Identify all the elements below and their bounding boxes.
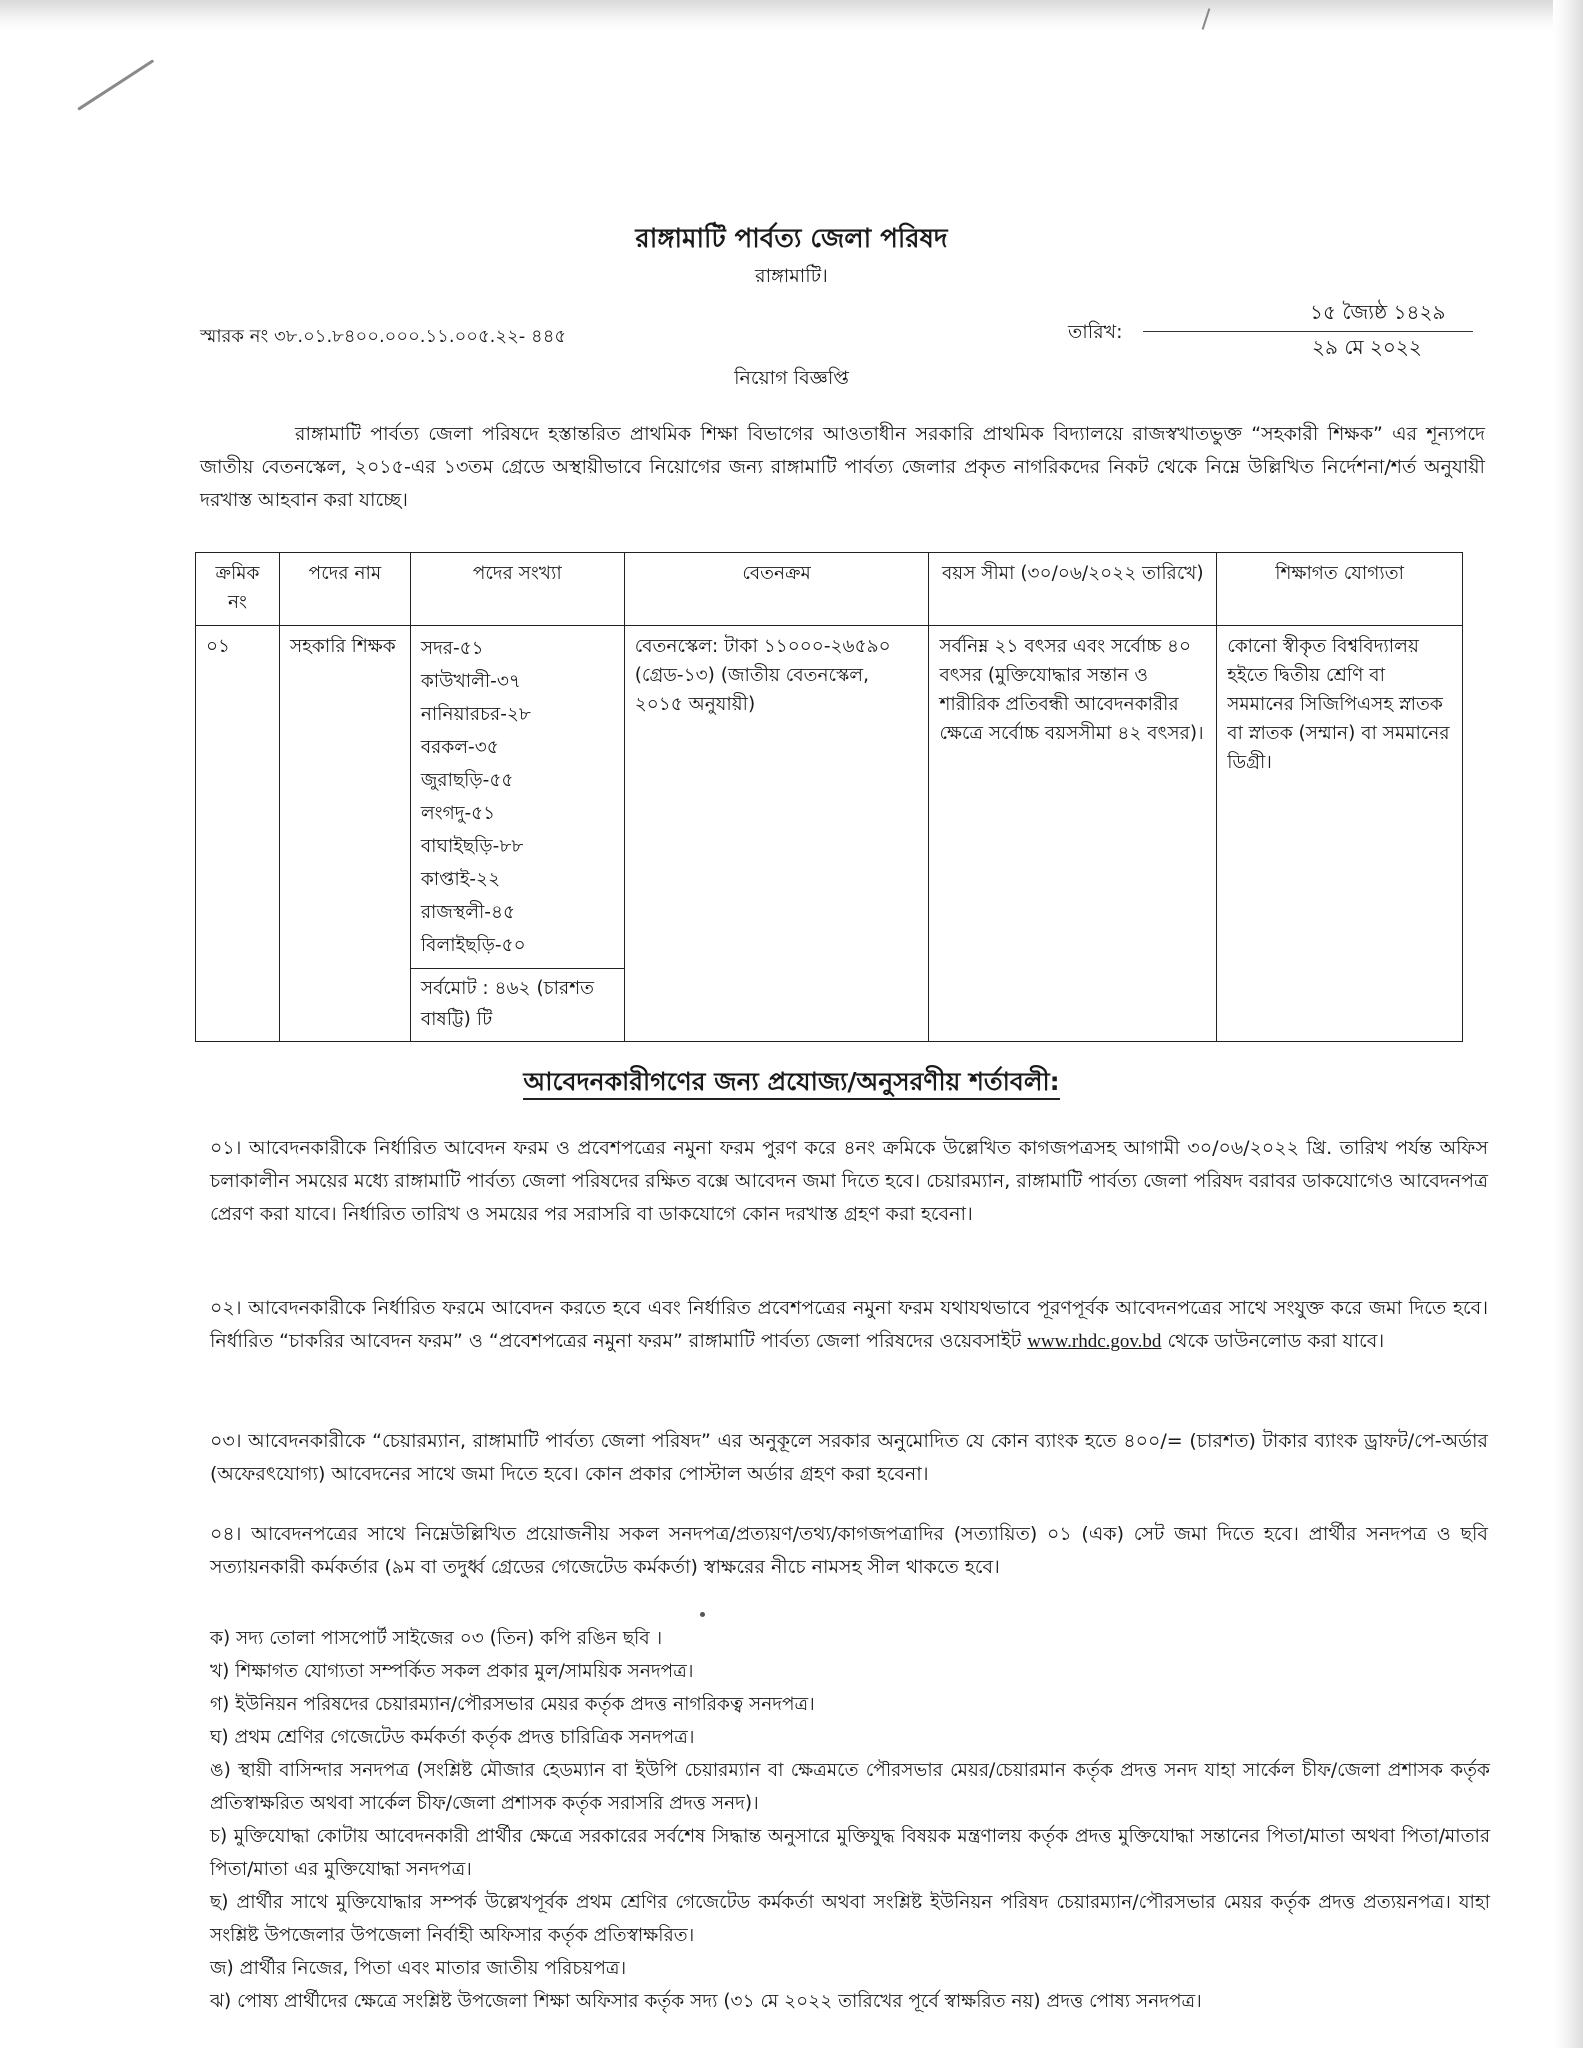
header-qualification: শিক্ষাগত যোগ্যতা xyxy=(1217,553,1463,626)
condition-02-tail: থেকে ডাউনলোড করা যাবে। xyxy=(1167,1330,1385,1352)
office-title: রাঙ্গামাটি পার্বত্য জেলা পরিষদ xyxy=(635,224,948,254)
date-gregorian: ২৯ মে ২০২২ xyxy=(1312,335,1422,359)
header-pay-scale: বেতনক্রম xyxy=(624,553,929,626)
list-item: গ) ইউনিয়ন পরিষদের চেয়ারম্যান/পৌরসভার মেয়র কর্তৃক প্রদত্ত নাগরিকত্ব সনদপত্র। xyxy=(210,1694,815,1715)
memo-number: স্মারক নং ৩৮.০১.৮৪০০.০০০.১১.০০৫.২২- ৪৪৫ xyxy=(200,326,567,347)
list-item: বাঘাইছড়ি-৮৮ xyxy=(420,836,524,857)
list-item: কাপ্তাই-২২ xyxy=(420,869,501,890)
date-bangla: ১৫ জ্যৈষ্ঠ ১৪২৯ xyxy=(1310,300,1446,324)
condition-03: ০৩। আবেদনকারীকে “চেয়ারম্যান, রাঙ্গামাটি পার্বত্য জেলা পরিষদ” এর অনুকূলে সরকার অনুমোদিত যে কোন ব্যাংক হতে ৪০০/= (চারশত) টাকার ব্যাংক ড্রাফট/পে-অর্ডার (অফেরৎযোগ্য) আবেদনের সাথে জমা দিতে হবে। কোন প্রকার পোস্টাল অর্ডার গ্রহণ করা হবেনা। xyxy=(210,1430,1488,1485)
cell-post-count xyxy=(410,626,624,1042)
website-link[interactable]: www.rhdc.gov.bd xyxy=(1027,1331,1162,1352)
cell-qualification: কোনো স্বীকৃত বিশ্ববিদ্যালয় হইতে দ্বিতীয় শ্রেণি বা সমমানের সিজিপিএসহ স্নাতক বা স্নাতক (সম্মান) বা সমমানের ডিগ্রী। xyxy=(1217,626,1463,1042)
list-item: ঝ) পোষ্য প্রার্থীদের ক্ষেত্রে সংশ্লিষ্ট উপজেলা শিক্ষা অফিসার কর্তৃক সদ্য (৩১ মে ২০২২ তারিখের পূর্বে স্বাক্ষরিত নয়) প্রদত্ত পোষ্য সনদপত্র। xyxy=(210,1991,1202,2012)
cell-post-name: সহকারি শিক্ষক xyxy=(279,626,410,1042)
intro-paragraph: রাঙ্গামাটি পার্বত্য জেলা পরিষদে হস্তান্তরিত প্রাথমিক শিক্ষা বিভাগের আওতাধীন সরকারি প্রাথমিক বিদ্যালয়ে রাজস্বখাতভুক্ত “সহকারী শিক্ষক” এর শূন্যপদে জাতীয় বেতনস্কেল, ২০১৫-এর ১৩তম গ্রেডে অস্থায়ীভাবে নিয়োগের জন্য রাঙ্গামাটি পার্বত্য জেলার প্রকৃত নাগরিকদের নিকট থেকে নিম্নে উল্লিখিত নির্দেশনা/শর্ত অনুযায়ী দরখাস্ত আহবান করা যাচ্ছে। xyxy=(200,423,1485,511)
list-item: ঘ) প্রথম শ্রেণির গেজেটেড কর্মকর্তা কর্তৃক প্রদত্ত চারিত্রিক সনদপত্র। xyxy=(210,1727,695,1748)
table-header-row xyxy=(196,553,1463,626)
list-item: ঙ) স্থায়ী বাসিন্দার সনদপত্র (সংশ্লিষ্ট মৌজার হেডম্যান বা ইউপি চেয়ারম্যান বা ক্ষেত্রমতে পৌরসভার মেয়র/চেয়ারমান কর্তৃক প্রদত্ত সনদ যাহা সার্কেল চীফ/জেলা প্রশাসক কর্তৃক প্রতিস্বাক্ষরিত অথবা সার্কেল চীফ/জেলা প্রশাসক কর্তৃক সরাসরি প্রদত্ত সনদ)। xyxy=(210,1760,1490,1814)
list-item: জ) প্রার্থীর নিজের, পিতা এবং মাতার জাতীয় পরিচয়পত্র। xyxy=(210,1958,627,1979)
post-count-total: সর্বমোট : ৪৬২ (চারশত বাষট্টি) টি xyxy=(411,968,624,1035)
list-item: লংগদু-৫১ xyxy=(420,803,496,824)
header-age-limit: বয়স সীমা (৩০/০৬/২০২২ তারিখে) xyxy=(929,553,1217,626)
condition-02-text: ০২। আবেদনকারীকে নির্ধারিত ফরমে আবেদন করতে হবে এবং নির্ধারিত প্রবেশপত্রের নমুনা ফরম যথাযথভাবে পূরণপূর্বক আবেদনপত্রের সাথে সংযুক্ত করে জমা দিতে হবে। নির্ধারিত “চাকরির আবেদন ফরম” ও “প্রবেশপত্রের নমুনা ফরম” রাঙ্গামাটি পার্বত্য জেলা পরিষদের ওয়েবসাইট xyxy=(210,1297,1488,1352)
header-serial: ক্রমিক নং xyxy=(196,553,280,626)
date-divider xyxy=(1143,331,1473,332)
condition-04: ০৪। আবেদনপত্রের সাথে নিম্নেউল্লিখিত প্রয়োজনীয় সকল সনদপত্র/প্রত্যয়ণ/তথ্য/কাগজপত্রাদির (সত্যায়িত) ০১ (এক) সেট জমা দিতে হবে। প্রার্থীর সনদপত্র ও ছবি সত্যায়নকারী কর্মকর্তার (৯ম বা তদুর্ধ্ব গ্রেডের গেজেটেড কর্মকর্তা) স্বাক্ষরের নীচে নামসহ সীল থাকতে হবে। xyxy=(210,1523,1488,1578)
list-item: বরকল-৩৫ xyxy=(420,737,499,758)
list-item: নানিয়ারচর-২৮ xyxy=(420,704,531,725)
conditions-title xyxy=(0,1062,1583,1105)
cell-age-limit: সর্বনিম্ন ২১ বৎসর এবং সর্বোচ্চ ৪০ বৎসর (মুক্তিযোদ্ধার সন্তান ও শারীরিক প্রতিবন্ধী আবেদনকারীর ক্ষেত্রে সর্বোচ্চ বয়সসীমা ৪২ বৎসর)। xyxy=(929,626,1217,1042)
notice-title: নিয়োগ বিজ্ঞপ্তি xyxy=(734,367,849,389)
header-post-name: পদের নাম xyxy=(279,553,410,626)
conditions-title-text: আবেদনকারীগণের জন্য প্রযোজ্য/অনুসরণীয় শর্তাবলী: xyxy=(523,1067,1059,1100)
list-item: জুরাছড়ি-৫৫ xyxy=(420,770,514,791)
list-item: বিলাইছড়ি-৫০ xyxy=(420,935,526,956)
list-item: খ) শিক্ষাগত যোগ্যতা সম্পর্কিত সকল প্রকার মুল/সাময়িক সনদপত্র। xyxy=(210,1661,694,1682)
list-item: ক) সদ্য তোলা পাসপোর্ট সাইজের ০৩ (তিন) কপি রঙিন ছবি । xyxy=(210,1628,663,1649)
condition-01: ০১। আবেদনকারীকে নির্ধারিত আবেদন ফরম ও প্রবেশপত্রের নমুনা ফরম পুরণ করে ৪নং ক্রমিকে উল্লেখিত কাগজপত্রসহ আগামী ৩০/০৬/২০২২ খ্রি. তারিখ পর্যন্ত অফিস চলাকালীন সময়ের মধ্যে রাঙ্গামাটি পার্বত্য জেলা পরিষদের রক্ষিত বক্সে আবেদন জমা দিতে হবে। চেয়ারম্যান, রাঙ্গামাটি পার্বত্য জেলা পরিষদ বরাবর ডাকযোগেও আবেদনপত্র প্রেরণ করা যাবে। নির্ধারিত তারিখ ও সময়ের পর সরাসরি বা ডাকযোগে কোন দরখাস্ত গ্রহণ করা হবেনা। xyxy=(210,1137,1488,1225)
ink-dot xyxy=(700,1612,705,1617)
list-item: ছ) প্রার্থীর সাথে মুক্তিযোদ্ধার সম্পর্ক উল্লেখপূর্বক প্রথম শ্রেণির গেজেটেড কর্মকর্তা অথবা সংশ্লিষ্ট ইউনিয়ন পরিষদ চেয়ারম্যান/পৌরসভার মেয়র কর্তৃক প্রদত্ত প্রত্যয়নপত্র। যাহা সংশ্লিষ্ট উপজেলার উপজেলা নির্বাহী অফিসার কর্তৃক প্রতিস্বাক্ষরিত। xyxy=(210,1892,1490,1946)
cell-serial: ০১ xyxy=(196,626,280,1042)
cell-pay-scale: বেতনস্কেল: টাকা ১১০০০-২৬৫৯০ (গ্রেড-১৩) (জাতীয় বেতনস্কেল, ২০১৫ অনুযায়ী) xyxy=(624,626,929,1042)
condition-02 xyxy=(210,1292,1488,1358)
list-item: সদর-৫১ xyxy=(420,638,484,659)
required-documents-list xyxy=(210,1622,1490,2018)
vacancy-table xyxy=(195,552,1463,1042)
upazila-count-list xyxy=(421,632,614,962)
date-label: তারিখ: xyxy=(1068,321,1123,343)
office-location: রাঙ্গামাটি। xyxy=(755,265,828,287)
table-row xyxy=(196,626,1463,1042)
header-post-count: পদের সংখ্যা xyxy=(410,553,624,626)
list-item: কাউখালী-৩৭ xyxy=(420,671,521,692)
list-item: রাজস্থলী-৪৫ xyxy=(420,902,515,923)
list-item: চ) মুক্তিযোদ্ধা কোটায় আবেদনকারী প্রার্থীর ক্ষেত্রে সরকারের সর্বশেষ সিদ্ধান্ত অনুসারে মুক্তিযুদ্ধ বিষয়ক মন্ত্রণালয় কর্তৃক প্রদত্ত মুক্তিযোদ্ধা সন্তানের পিতা/মাতা অথবা পিতা/মাতার পিতা/মাতা এর মুক্তিযোদ্ধা সনদপত্র। xyxy=(210,1826,1490,1880)
